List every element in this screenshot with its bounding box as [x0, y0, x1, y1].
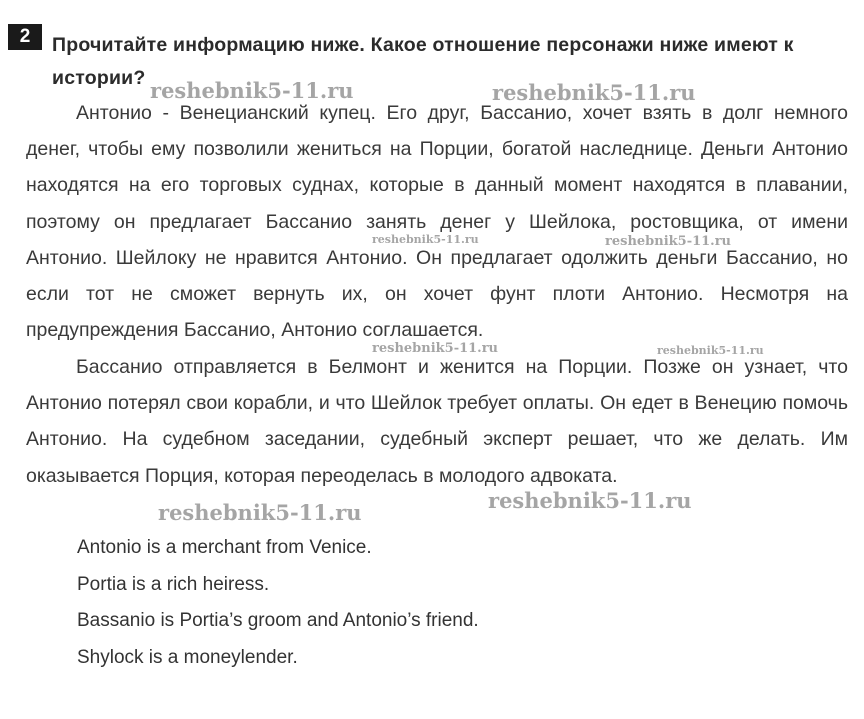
- answer-list: [77, 530, 479, 676]
- watermark: reshebnik5-11.ru: [372, 233, 479, 246]
- story-paragraph-1: [26, 95, 848, 348]
- watermark: reshebnik5-11.ru: [372, 341, 499, 356]
- watermark: reshebnik5-11.ru: [488, 488, 692, 513]
- story-paragraph-2: [26, 349, 848, 494]
- answer-item: Antonio is a merchant from Venice.: [77, 537, 372, 558]
- answer-item: Portia is a rich heiress.: [77, 573, 270, 595]
- watermark: reshebnik5-11.ru: [657, 344, 764, 357]
- story-paragraph-1-text: Антонио - Венецианский купец. Его друг, Бассанио, хочет взять в долг немного денег, чтобы ему позволили жениться на Порции, богатой наследнице. Деньги Антонио находятся на его торговых суднах, которые в данный момент находятся в плавании, поэтому он предлагает Бассанио занять денег у Шейлока, ростовщика, от имени Антонио. Шейлоку не нравится Антонио. Он предлагает одолжить деньги Бассанио, но если тот не сможет вернуть их, он хочет фунт плоти Антонио. Несмотря на предупреждения Бассанио, Антонио соглашается.: [26, 102, 848, 342]
- story-paragraph-2-text: Бассанио отправляется в Белмонт и женится на Порции. Позже он узнает, что Антонио потерял свои корабли, и что Шейлок требует оплаты. Он едет в Венецию помочь Антонио. На судебном заседании, судебный эксперт решает, что же делать. Им оказывается Порция, которая переоделась в молодого адвоката.: [26, 356, 848, 487]
- task-instruction: Прочитайте информацию ниже. Какое отношение персонажи ниже имеют к истории?: [52, 34, 794, 89]
- task-number-badge: 2: [8, 24, 42, 50]
- watermark: reshebnik5-11.ru: [150, 78, 354, 103]
- answer-item: Bassanio is Portia’s groom and Antonio’s friend.: [77, 610, 479, 631]
- watermark: reshebnik5-11.ru: [492, 80, 696, 105]
- watermark: reshebnik5-11.ru: [605, 234, 732, 249]
- answer-item: Shylock is a moneylender.: [77, 646, 298, 668]
- watermark: reshebnik5-11.ru: [158, 500, 362, 525]
